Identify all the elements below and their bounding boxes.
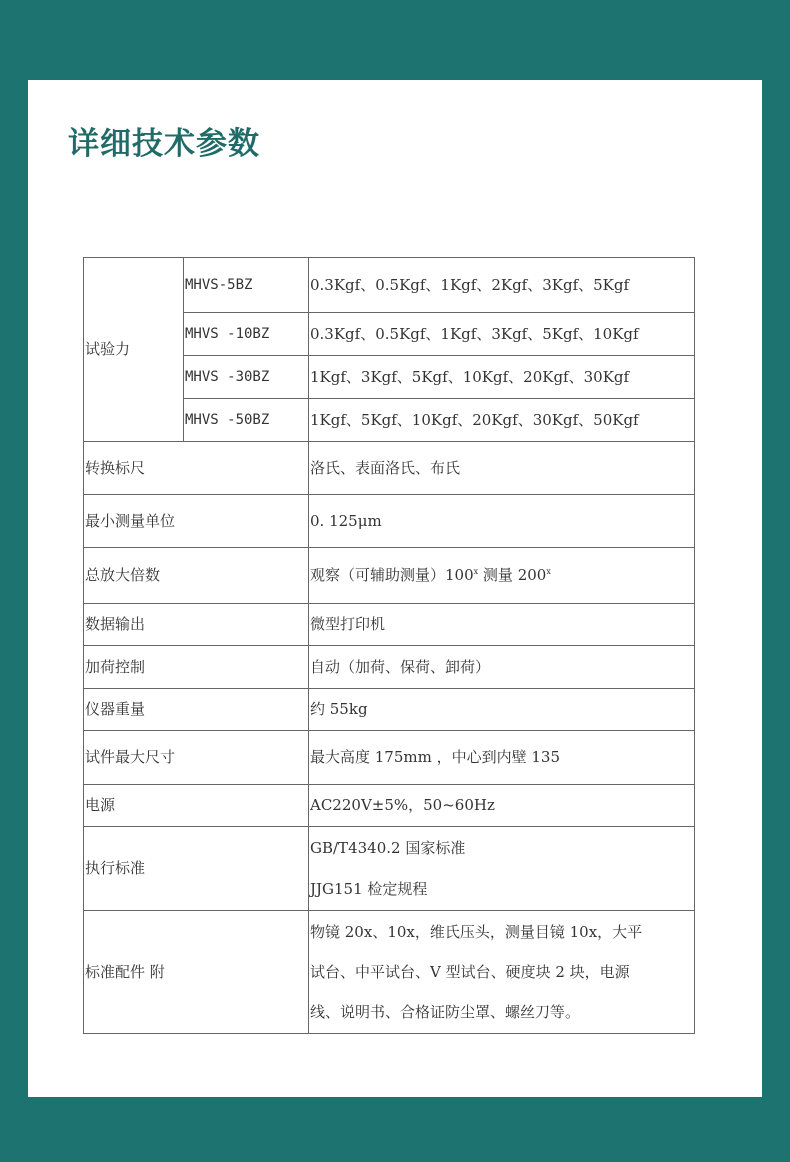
model-cell: MHVS-5BZ	[184, 258, 309, 313]
table-row	[84, 689, 695, 731]
max-size-value: 最大高度 175mm ，中心到内壁 135	[309, 731, 695, 785]
table-row	[84, 548, 695, 604]
magnification-observe: 观察（可辅助测量）100	[310, 566, 474, 585]
table-row	[84, 731, 695, 785]
data-output-value: 微型打印机	[309, 604, 695, 646]
standard-value	[309, 827, 695, 911]
table-row	[84, 604, 695, 646]
accessories-line: 物镜 20x、10x，维氏压头，测量目镜 10x，大平	[310, 923, 643, 941]
weight-value: 约 55kg	[309, 689, 695, 731]
accessories-label: 标准配件 附	[84, 911, 309, 1034]
power-label: 电源	[84, 785, 309, 827]
test-force-label: 试验力	[84, 258, 184, 442]
magnification-sup: x	[546, 567, 551, 577]
data-output-label: 数据输出	[84, 604, 309, 646]
accessories-line: 试台、中平试台、V 型试台、硬度块 2 块，电源	[310, 963, 630, 981]
table-row	[84, 911, 695, 1034]
weight-label: 仪器重量	[84, 689, 309, 731]
model-cell: MHVS -50BZ	[184, 399, 309, 442]
min-unit-label: 最小测量单位	[84, 495, 309, 548]
table-row	[84, 258, 695, 313]
standard-label: 执行标准	[84, 827, 309, 911]
page-title: 详细技术参数	[68, 126, 260, 162]
model-cell: MHVS -10BZ	[184, 313, 309, 356]
magnification-label: 总放大倍数	[84, 548, 309, 604]
table-row	[84, 495, 695, 548]
force-values-cell: 0.3Kgf、0.5Kgf、1Kgf、2Kgf、3Kgf、5Kgf	[309, 258, 695, 313]
load-control-label: 加荷控制	[84, 646, 309, 689]
standard-line: GB/T4340.2 国家标准	[310, 838, 466, 857]
min-unit-value: 0. 125μm	[309, 495, 695, 548]
force-values-cell: 0.3Kgf、0.5Kgf、1Kgf、3Kgf、5Kgf、10Kgf	[309, 313, 695, 356]
model-cell: MHVS -30BZ	[184, 356, 309, 399]
content-card	[28, 80, 762, 1097]
accessories-line: 线、说明书、合格证防尘罩、螺丝刀等。	[310, 1003, 581, 1021]
accessories-value	[309, 911, 695, 1034]
load-control-value: 自动（加荷、保荷、卸荷）	[309, 646, 695, 689]
magnification-value	[309, 548, 695, 604]
force-values-cell: 1Kgf、3Kgf、5Kgf、10Kgf、20Kgf、30Kgf	[309, 356, 695, 399]
table-row	[84, 646, 695, 689]
standard-line: JJG151 检定规程	[310, 879, 428, 898]
table-row	[84, 442, 695, 495]
conversion-label: 转换标尺	[84, 442, 309, 495]
conversion-value: 洛氏、表面洛氏、布氏	[309, 442, 695, 495]
spec-table	[83, 257, 695, 1034]
magnification-measure: 测量 200	[478, 566, 547, 585]
max-size-label: 试件最大尺寸	[84, 731, 309, 785]
table-row	[84, 827, 695, 911]
table-row	[84, 785, 695, 827]
force-values-cell: 1Kgf、5Kgf、10Kgf、20Kgf、30Kgf、50Kgf	[309, 399, 695, 442]
magnification-sup: x	[473, 567, 479, 577]
power-value: AC220V±5%，50~60Hz	[309, 785, 695, 827]
